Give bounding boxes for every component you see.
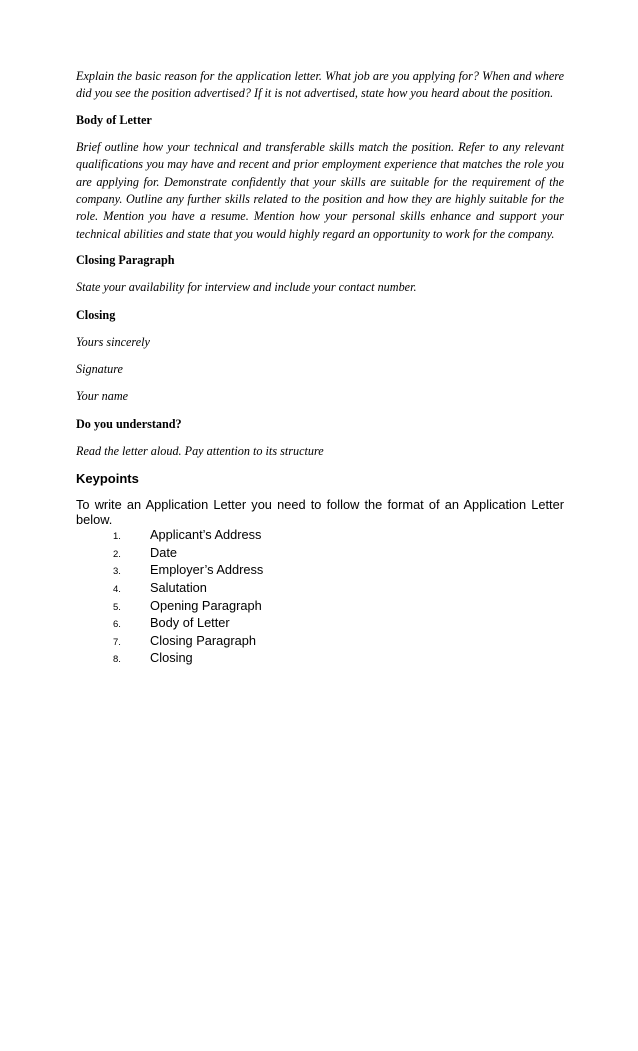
document-content bbox=[76, 68, 564, 668]
body-of-letter-paragraph: Brief outline how your technical and transferable skills match the position. Refer to any relevant qualifications you may have and recent and prior employment experience that matches the role you are applying for. Demonstrate confidently that your skills are suitable for the requirement of the company. Outline any further skills related to the position and how they are highly suitable for the role. Mention you have a resume. Mention how your personal skills enhance and support your technical abilities and state that you would highly regard an opportunity to work for the company. bbox=[76, 139, 564, 241]
list-item-label: Closing bbox=[150, 650, 193, 666]
list-item bbox=[76, 650, 564, 668]
list-item-number: 2. bbox=[113, 548, 121, 560]
list-item bbox=[76, 598, 564, 616]
list-item-number: 4. bbox=[113, 584, 121, 596]
list-item-number: 8. bbox=[113, 654, 121, 666]
your-name-text: Your name bbox=[76, 389, 129, 404]
list-item bbox=[76, 615, 564, 633]
list-item-label: Closing Paragraph bbox=[150, 632, 256, 648]
list-item-number: 3. bbox=[113, 566, 121, 578]
list-item-label: Employer’s Address bbox=[150, 562, 264, 578]
list-item-label: Opening Paragraph bbox=[150, 597, 262, 613]
list-item-label: Date bbox=[150, 544, 178, 560]
list-item bbox=[76, 527, 564, 545]
body-of-letter-heading: Body of Letter bbox=[76, 112, 152, 127]
list-item-label: Salutation bbox=[150, 580, 207, 596]
closing-paragraph-heading: Closing Paragraph bbox=[76, 253, 175, 268]
closing-phrase: Yours sincerely bbox=[76, 334, 150, 349]
list-item bbox=[76, 545, 564, 563]
list-item-number: 1. bbox=[113, 531, 121, 543]
keypoints-intro: To write an Application Letter you need to follow the format of an Application Letter below. bbox=[76, 497, 564, 528]
list-item-number: 5. bbox=[113, 601, 121, 613]
application-letter-format-list bbox=[76, 527, 564, 668]
signature-text: Signature bbox=[76, 362, 123, 377]
list-item-number: 6. bbox=[113, 619, 121, 631]
understand-text: Read the letter aloud. Pay attention to its structure bbox=[76, 443, 324, 458]
closing-paragraph-text: State your availability for interview and include your contact number. bbox=[76, 280, 417, 295]
list-item-number: 7. bbox=[113, 636, 121, 648]
list-item bbox=[76, 633, 564, 651]
list-item bbox=[76, 580, 564, 598]
list-item-label: Applicant’s Address bbox=[150, 527, 262, 543]
understand-heading: Do you understand? bbox=[76, 416, 182, 431]
closing-heading: Closing bbox=[76, 307, 116, 322]
list-item bbox=[76, 562, 564, 580]
intro-paragraph: Explain the basic reason for the application letter. What job are you applying for? When and where did you see the position advertised? If it is not advertised, state how you heard about the position. bbox=[76, 69, 564, 101]
keypoints-heading: Keypoints bbox=[76, 471, 139, 487]
list-item-label: Body of Letter bbox=[150, 615, 230, 631]
